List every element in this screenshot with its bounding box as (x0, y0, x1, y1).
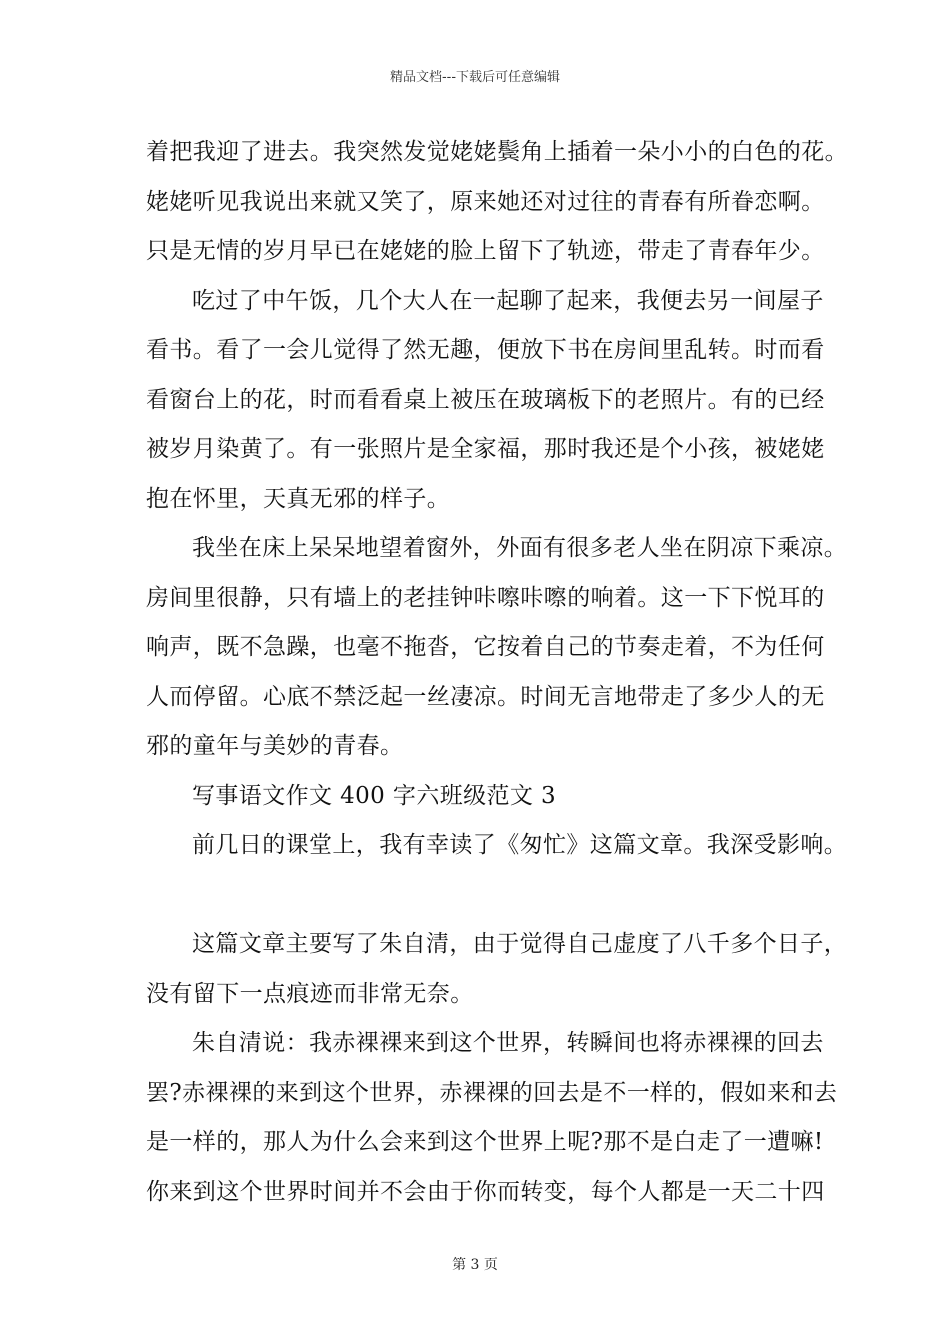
page-number: 第 3 页 (452, 1257, 498, 1273)
text-line: 吃过了中午饭，几个大人在一起聊了起来，我便去另一间屋子 (192, 287, 824, 314)
text-line: 房间里很静，只有墙上的老挂钟咔嚓咔嚓的响着。这一下下悦耳的 (146, 584, 825, 611)
blank-line (146, 871, 836, 921)
text-line: 看窗台上的花，时而看看桌上被压在玻璃板下的老照片。有的已经 (146, 386, 825, 413)
text-line: 前几日的课堂上，我有幸读了《匆忙》这篇文章。我深受影响。 (192, 832, 848, 858)
text-line: 看书。看了一会儿觉得了然无趣，便放下书在房间里乱转。时而看 (146, 337, 825, 363)
section-title: 写事语文作文 400 字六班级范文 3 (192, 782, 557, 809)
text-line: 没有留下一点痕迹而非常无奈。 (146, 980, 474, 1007)
text-line: 这篇文章主要写了朱自清，由于觉得自己虚度了八千多个日子， (192, 931, 848, 957)
text-line: 我坐在床上呆呆地望着窗外，外面有很多老人坐在阴凉下乘凉。 (192, 535, 848, 561)
text-line: 人而停留。心底不禁泛起一丝凄凉。时间无言地带走了多少人的无 (146, 683, 825, 710)
text-line: 着把我迎了进去。我突然发觉姥姥鬓角上插着一朵小小的白色的花。 (146, 139, 848, 165)
text-line: 你来到这个世界时间并不会由于你而转变，每个人都是一天二十四 (146, 1178, 825, 1205)
page-header: 精品文档---下载后可任意编辑 (389, 70, 561, 85)
text-line: 只是无情的岁月早已在姥姥的脸上留下了轨迹，带走了青春年少。 (146, 238, 825, 264)
text-line: 响声，既不急躁，也毫不拖沓，它按着自己的节奏走着，不为任何 (146, 634, 825, 660)
body-text (146, 128, 848, 1217)
text-line: 抱在怀里，天真无邪的样子。 (146, 485, 451, 512)
text-line: 邪的童年与美妙的青春。 (146, 733, 404, 759)
text-line: 是一样的，那人为什么会来到这个世界上呢?那不是白走了一遭嘛! (146, 1129, 824, 1155)
text-line: 罢?赤裸裸的来到这个世界，赤裸裸的回去是不一样的，假如来和去 (146, 1079, 838, 1106)
text-line: 朱自清说：我赤裸裸来到这个世界，转瞬间也将赤裸裸的回去 (192, 1030, 824, 1056)
text-line: 姥姥听见我说出来就又笑了，原来她还对过往的青春有所眷恋啊。 (146, 188, 825, 215)
text-line: 被岁月染黄了。有一张照片是全家福，那时我还是个小孩，被姥姥 (146, 436, 825, 462)
